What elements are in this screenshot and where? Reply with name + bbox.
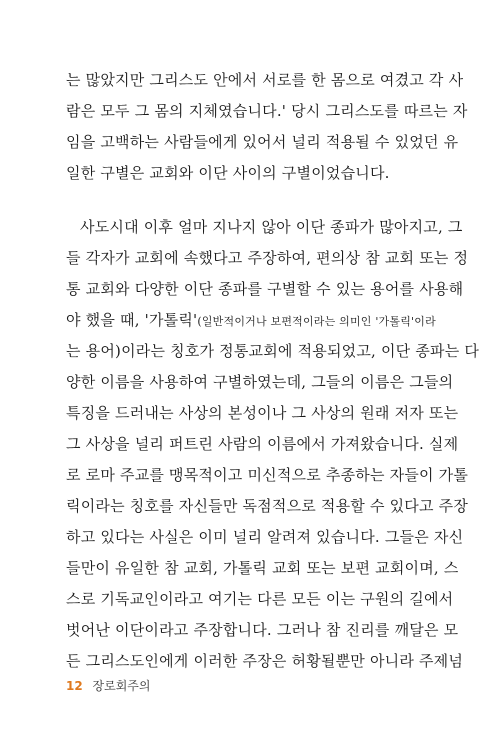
text-line: 람은 모두 그 몸의 지체였습니다.' 당시 그리스도를 따르는 자 bbox=[66, 102, 468, 120]
text-line: 들만이 유일한 참 교회, 가톨릭 교회 또는 보편 교회이며, 스 bbox=[66, 559, 459, 577]
text-line: 양한 이름을 사용하여 구별하였는데, 그들의 이름은 그들의 bbox=[66, 373, 454, 391]
text-line: 는 많았지만 그리스도 안에서 서로를 한 몸으로 여겼고 각 사 bbox=[66, 71, 464, 89]
text-line-mixed bbox=[66, 310, 436, 332]
text-line: 사도시대 이후 얼마 지나지 않아 이단 종파가 많아지고, 그 bbox=[80, 218, 463, 236]
text-line-small-note: (일반적이거나 보편적이라는 의미인 '가톨릭'이라 bbox=[197, 315, 436, 328]
text-line: 통 교회와 다양한 이단 종파를 구별할 수 있는 용어를 사용해 bbox=[66, 280, 464, 298]
text-line: 일한 구별은 교회와 이단 사이의 구별이었습니다. bbox=[66, 164, 390, 182]
text-line: 는 용어)이라는 칭호가 정통교회에 적용되었고, 이단 종파는 다 bbox=[66, 342, 480, 360]
text-line: 릭이라는 칭호를 자신들만 독점적으로 적용할 수 있다고 주장 bbox=[66, 497, 469, 515]
text-line: 특징을 드러내는 사상의 본성이나 그 사상의 원래 저자 또는 bbox=[66, 404, 459, 422]
page-footer bbox=[66, 677, 151, 694]
text-line: 스로 기독교인이라고 여기는 다른 모든 이는 구원의 길에서 bbox=[66, 590, 454, 608]
text-line: 들 각자가 교회에 속했다고 주장하여, 편의상 참 교회 또는 정 bbox=[66, 249, 469, 267]
text-line: 로 로마 주교를 맹목적이고 미신적으로 추종하는 자들이 가톨 bbox=[66, 466, 469, 484]
text-line: 하고 있다는 사실은 이미 널리 알려져 있습니다. 그들은 자신 bbox=[66, 528, 464, 546]
text-line-main: 야 했을 때, '가톨릭' bbox=[66, 311, 198, 329]
text-line: 든 그리스도인에게 이러한 주장은 허황될뿐만 아니라 주제넘 bbox=[66, 652, 464, 670]
running-title: 장로회주의 bbox=[92, 679, 151, 693]
text-line: 임을 고백하는 사람들에게 있어서 널리 적용될 수 있었던 유 bbox=[66, 133, 459, 151]
text-line: 그 사상을 널리 퍼트린 사람의 이름에서 가져왔습니다. 실제 bbox=[66, 435, 459, 453]
page-number: 12 bbox=[66, 679, 83, 693]
text-line: 벗어난 이단이라고 주장합니다. 그러나 참 진리를 깨달은 모 bbox=[66, 621, 459, 639]
